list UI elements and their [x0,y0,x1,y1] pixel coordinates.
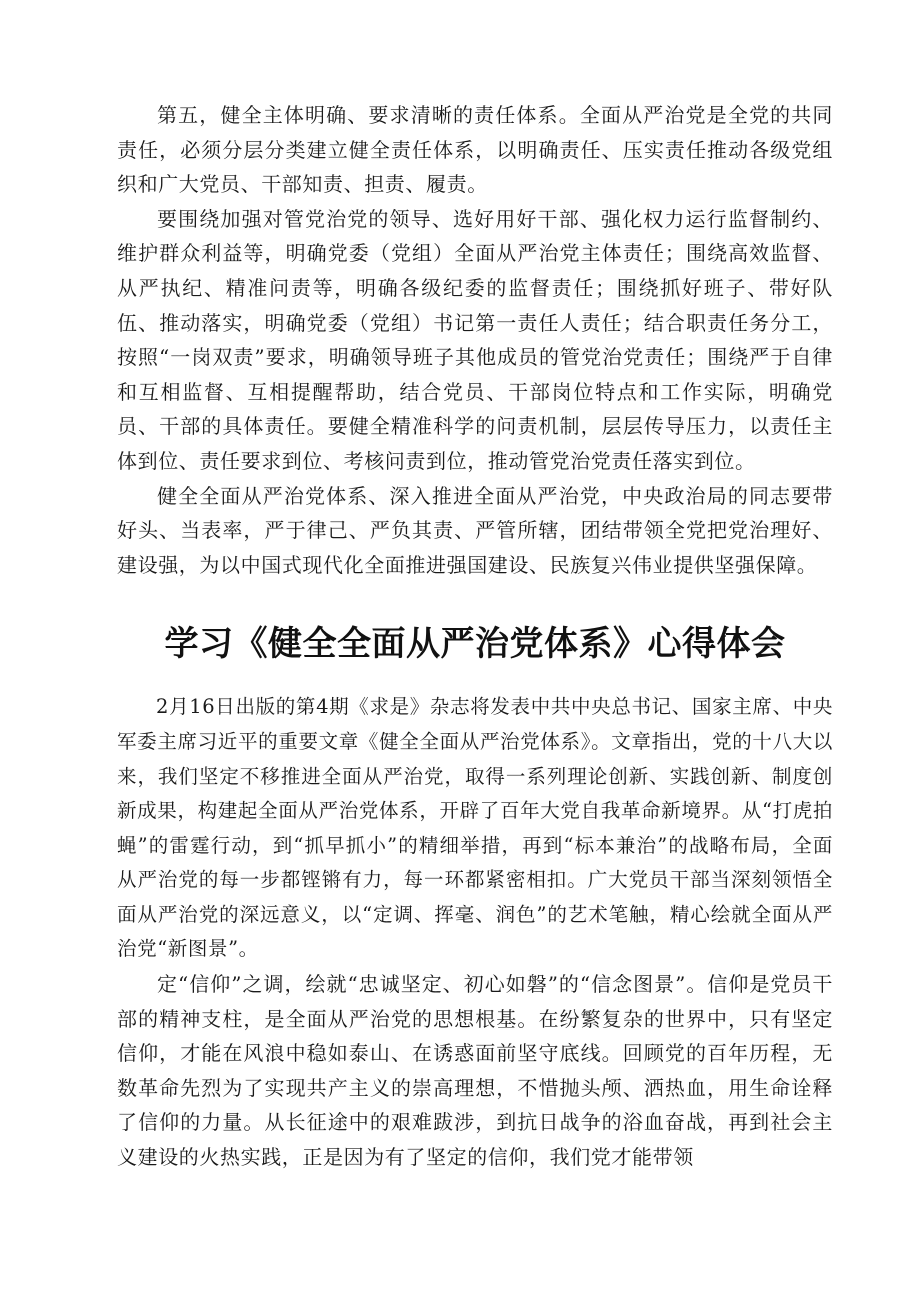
article-title: 学习《健全全面从严治党体系》心得体会 [164,624,786,665]
paragraph: 定“信仰”之调，绘就“忠诚坚定、初心如磐”的“信念图景”。信仰是党员干部的精神支柱，是全面从严治党的思想根基。在纷繁复杂的世界中，只有坚定信仰，才能在风浪中稳如泰山、在诱惑面前坚守底线。回顾党的百年历程，无数革命先烈为了实现共产主义的崇高理想，不惜抛头颅、洒热血，用生命诠释了信仰的力量。从长征途中的艰难跋涉，到抗日战争的浴血奋战，再到社会主义建设的火热实践，正是因为有了坚定的信仰，我们党才能带领 [117,972,833,1170]
paragraph: 第五，健全主体明确、要求清晰的责任体系。全面从严治党是全党的共同责任，必须分层分类建立健全责任体系，以明确责任、压实责任推动各级党组织和广大党员、干部知责、担责、履责。 [117,103,833,197]
paragraph: 要围绕加强对管党治党的领导、选好用好干部、强化权力运行监督制约、维护群众利益等，明确党委（党组）全面从严治党主体责任；围绕高效监督、从严执纪、精准问责等，明确各级纪委的监督责任；围绕抓好班子、带好队伍、推动落实，明确党委（党组）书记第一责任人责任；结合职责任务分工，按照“一岗双责”要求，明确领导班子其他成员的管党治党责任；围绕严于自律和互相监督、互相提醒帮助，结合党员、干部岗位特点和工作实际，明确党员、干部的具体责任。要健全精准科学的问责机制，层层传导压力，以责任主体到位、责任要求到位、考核问责到位，推动管党治党责任落实到位。 [117,206,833,473]
paragraph: 健全全面从严治党体系、深入推进全面从严治党，中央政治局的同志要带好头、当表率，严于律己、严负其责、严管所辖，团结带领全党把党治理好、建设强，为以中国式现代化全面推进强国建设、民族复兴伟业提供坚强保障。 [117,483,833,577]
section-responsibility-system [117,98,833,582]
paragraph: 2月16日出版的第4期《求是》杂志将发表中共中央总书记、国家主席、中央军委主席习近平的重要文章《健全全面从严治党体系》。文章指出，党的十八大以来，我们坚定不移推进全面从严治党，取得一系列理论创新、实践创新、制度创新成果，构建起全面从严治党体系，开辟了百年大党自我革命新境界。从“打虎拍蝇”的雷霆行动，到“抓早抓小”的精细举措，再到“标本兼治”的战略布局，全面从严治党的每一步都铿锵有力，每一环都紧密相扣。广大党员干部当深刻领悟全面从严治党的深远意义，以“定调、挥毫、润色”的艺术笔触，精心绘就全面从严治党“新图景”。 [117,695,833,961]
section-study-reflection [117,690,833,1174]
document-page [117,98,833,1175]
